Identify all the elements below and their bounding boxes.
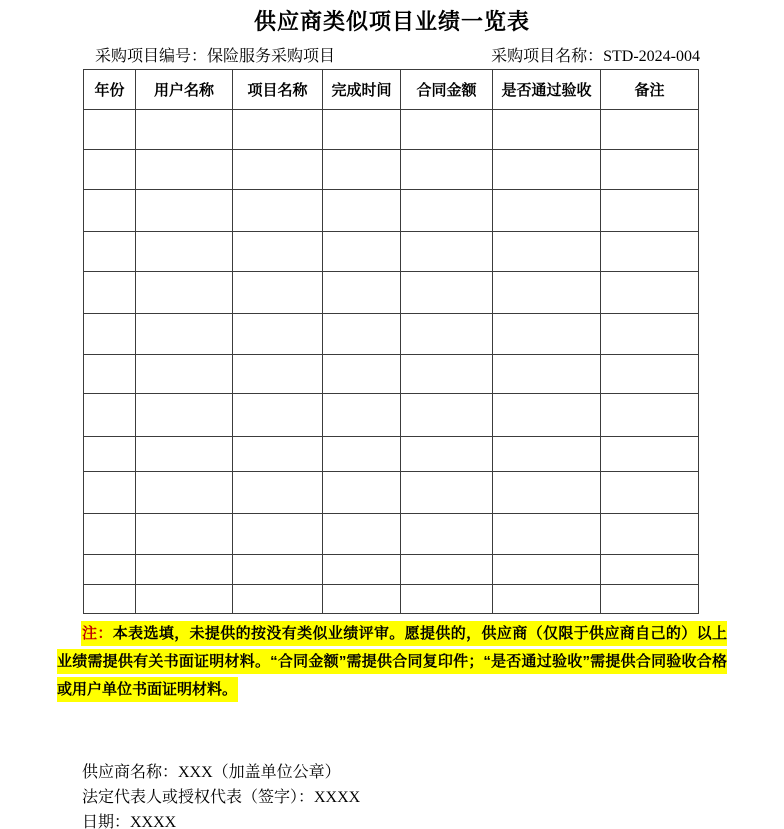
header-completion-time: 完成时间 <box>323 70 401 110</box>
empty-table-cell <box>323 314 401 355</box>
empty-table-cell <box>136 272 233 314</box>
empty-table-cell <box>84 437 136 472</box>
header-contract-amount: 合同金额 <box>401 70 493 110</box>
empty-table-row <box>84 272 699 314</box>
empty-table-cell <box>323 232 401 272</box>
note-prefix: 注： <box>82 625 113 642</box>
meta-row <box>95 43 700 66</box>
header-project-name: 项目名称 <box>233 70 323 110</box>
empty-table-row <box>84 314 699 355</box>
project-name-label: 采购项目名称： <box>491 48 604 65</box>
empty-table-cell <box>401 472 493 514</box>
empty-table-cell <box>233 272 323 314</box>
empty-table-cell <box>233 585 323 614</box>
header-year: 年份 <box>84 70 136 110</box>
empty-table-row <box>84 472 699 514</box>
empty-table-cell <box>401 232 493 272</box>
empty-table-cell <box>493 110 601 150</box>
empty-table-cell <box>601 110 699 150</box>
supplier-name-line: 供应商名称：XXX（加盖单位公章） <box>82 764 341 781</box>
empty-table-cell <box>233 514 323 555</box>
page-title: 供应商类似项目业绩一览表 <box>253 9 530 34</box>
empty-table-cell <box>233 394 323 437</box>
empty-table-row <box>84 355 699 394</box>
empty-table-cell <box>401 150 493 190</box>
empty-table-cell <box>136 150 233 190</box>
empty-table-cell <box>136 555 233 585</box>
empty-table-cell <box>401 437 493 472</box>
empty-table-cell <box>84 110 136 150</box>
empty-table-cell <box>401 355 493 394</box>
empty-table-cell <box>136 110 233 150</box>
header-remarks: 备注 <box>601 70 699 110</box>
empty-table-cell <box>601 232 699 272</box>
empty-table-cell <box>401 555 493 585</box>
empty-table-cell <box>493 355 601 394</box>
empty-table-cell <box>323 394 401 437</box>
project-number-field <box>95 43 335 66</box>
empty-table-row <box>84 232 699 272</box>
empty-table-cell <box>601 150 699 190</box>
empty-table-cell <box>233 110 323 150</box>
note-paragraph <box>57 620 727 704</box>
empty-table-cell <box>136 394 233 437</box>
empty-table-cell <box>493 437 601 472</box>
empty-table-cell <box>401 514 493 555</box>
empty-table-cell <box>233 232 323 272</box>
empty-table-cell <box>493 394 601 437</box>
empty-table-cell <box>601 394 699 437</box>
empty-table-cell <box>493 472 601 514</box>
table-header-row <box>84 70 699 110</box>
empty-table-row <box>84 514 699 555</box>
empty-table-cell <box>84 394 136 437</box>
project-number-value: 保险服务采购项目 <box>207 48 336 65</box>
empty-table-cell <box>84 585 136 614</box>
representative-line: 法定代表人或授权代表（签字）：XXXX <box>82 789 361 806</box>
empty-table-cell <box>401 272 493 314</box>
empty-table-cell <box>84 232 136 272</box>
empty-table-row <box>84 437 699 472</box>
empty-table-cell <box>493 150 601 190</box>
empty-table-cell <box>233 437 323 472</box>
project-name-field <box>491 43 700 66</box>
empty-table-cell <box>493 272 601 314</box>
empty-table-cell <box>493 514 601 555</box>
project-number-label: 采购项目编号： <box>95 48 208 65</box>
empty-table-cell <box>323 110 401 150</box>
empty-table-cell <box>136 314 233 355</box>
empty-table-cell <box>136 514 233 555</box>
empty-table-cell <box>84 314 136 355</box>
header-acceptance-passed: 是否通过验收 <box>493 70 601 110</box>
empty-table-cell <box>601 272 699 314</box>
project-name-value: STD-2024-004 <box>603 48 700 65</box>
empty-table-cell <box>601 472 699 514</box>
empty-table-cell <box>401 394 493 437</box>
empty-table-cell <box>493 585 601 614</box>
empty-table-cell <box>84 150 136 190</box>
empty-table-cell <box>323 355 401 394</box>
empty-table-cell <box>233 314 323 355</box>
empty-table-cell <box>233 472 323 514</box>
empty-table-cell <box>493 190 601 232</box>
empty-table-cell <box>323 437 401 472</box>
header-user-name: 用户名称 <box>136 70 233 110</box>
empty-table-cell <box>401 110 493 150</box>
empty-table-row <box>84 150 699 190</box>
empty-table-cell <box>84 190 136 232</box>
empty-table-cell <box>601 555 699 585</box>
empty-table-row <box>84 394 699 437</box>
empty-table-cell <box>84 555 136 585</box>
empty-table-cell <box>136 585 233 614</box>
empty-table-cell <box>601 437 699 472</box>
empty-table-cell <box>493 232 601 272</box>
empty-table-cell <box>323 472 401 514</box>
empty-table-cell <box>136 190 233 232</box>
empty-table-row <box>84 110 699 150</box>
empty-table-row <box>84 555 699 585</box>
performance-table <box>83 69 699 614</box>
empty-table-cell <box>323 150 401 190</box>
empty-table-cell <box>136 355 233 394</box>
empty-table-cell <box>233 190 323 232</box>
empty-table-cell <box>601 514 699 555</box>
empty-table-cell <box>323 272 401 314</box>
signature-block <box>82 760 784 829</box>
empty-table-cell <box>136 472 233 514</box>
empty-table-row <box>84 190 699 232</box>
empty-table-cell <box>601 314 699 355</box>
empty-table-cell <box>233 555 323 585</box>
empty-table-cell <box>323 190 401 232</box>
empty-table-cell <box>323 585 401 614</box>
empty-table-cell <box>323 555 401 585</box>
empty-table-cell <box>601 190 699 232</box>
empty-table-cell <box>84 272 136 314</box>
empty-table-cell <box>401 314 493 355</box>
empty-table-cell <box>233 355 323 394</box>
note-highlight <box>57 621 727 702</box>
empty-table-cell <box>84 514 136 555</box>
empty-table-cell <box>233 150 323 190</box>
note-text: 本表选填，未提供的按没有类似业绩评审。愿提供的，供应商（仅限于供应商自己的）以上业绩需提供有关书面证明材料。“合同金额”需提供合同复印件；“是否通过验收”需提供合同验收合格或用户单位书面证明材料。 <box>57 625 727 698</box>
empty-table-cell <box>401 190 493 232</box>
empty-table-cell <box>601 585 699 614</box>
empty-table-cell <box>136 232 233 272</box>
empty-table-row <box>84 585 699 614</box>
empty-table-cell <box>84 472 136 514</box>
empty-table-cell <box>493 314 601 355</box>
empty-table-cell <box>601 355 699 394</box>
empty-table-cell <box>323 514 401 555</box>
empty-table-cell <box>493 555 601 585</box>
empty-table-cell <box>84 355 136 394</box>
empty-table-cell <box>136 437 233 472</box>
date-line: 日期：XXXX <box>82 814 177 829</box>
empty-table-cell <box>401 585 493 614</box>
